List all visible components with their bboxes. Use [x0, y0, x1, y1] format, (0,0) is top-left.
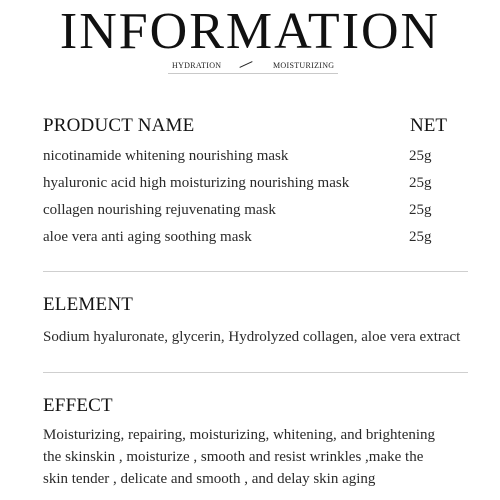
- effect-heading: EFFECT: [43, 395, 113, 416]
- element-heading: ELEMENT: [43, 294, 134, 315]
- effect-line: Moisturizing, repairing, moisturizing, whitening, and brightening: [43, 427, 436, 443]
- subtitle-moisturizing: MOISTURIZING: [273, 61, 335, 70]
- product-name: aloe vera anti aging soothing mask: [43, 229, 252, 245]
- product-name: nicotinamide whitening nourishing mask: [43, 148, 289, 164]
- product-net: 25g: [409, 229, 432, 245]
- effect-line: skin tender , delicate and smooth , and delay skin aging: [43, 471, 376, 487]
- product-row: [43, 202, 443, 224]
- product-net: 25g: [409, 175, 432, 191]
- subtitle-bar: [0, 58, 500, 74]
- effect-text: [43, 424, 473, 490]
- subtitle-underline: [168, 73, 338, 74]
- effect-line: the skinskin , moisturize , smooth and resist wrinkles ,make the: [43, 449, 424, 465]
- subtitle-slash: [239, 61, 252, 68]
- product-row: [43, 229, 443, 251]
- net-heading: NET: [410, 115, 447, 136]
- element-text: Sodium hyaluronate, glycerin, Hydrolyzed collagen, aloe vera extract: [43, 329, 461, 345]
- subtitle-hydration: HYDRATION: [172, 61, 222, 70]
- product-name: hyaluronic acid high moisturizing nourishing mask: [43, 175, 350, 191]
- page-title: INFORMATION: [59, 3, 441, 60]
- product-name: collagen nourishing rejuvenating mask: [43, 202, 276, 218]
- section-divider: [43, 372, 468, 373]
- product-row: [43, 148, 443, 170]
- product-net: 25g: [409, 202, 432, 218]
- product-name-heading: PRODUCT NAME: [43, 115, 195, 136]
- product-net: 25g: [409, 148, 432, 164]
- section-divider: [43, 271, 468, 272]
- product-row: [43, 175, 443, 197]
